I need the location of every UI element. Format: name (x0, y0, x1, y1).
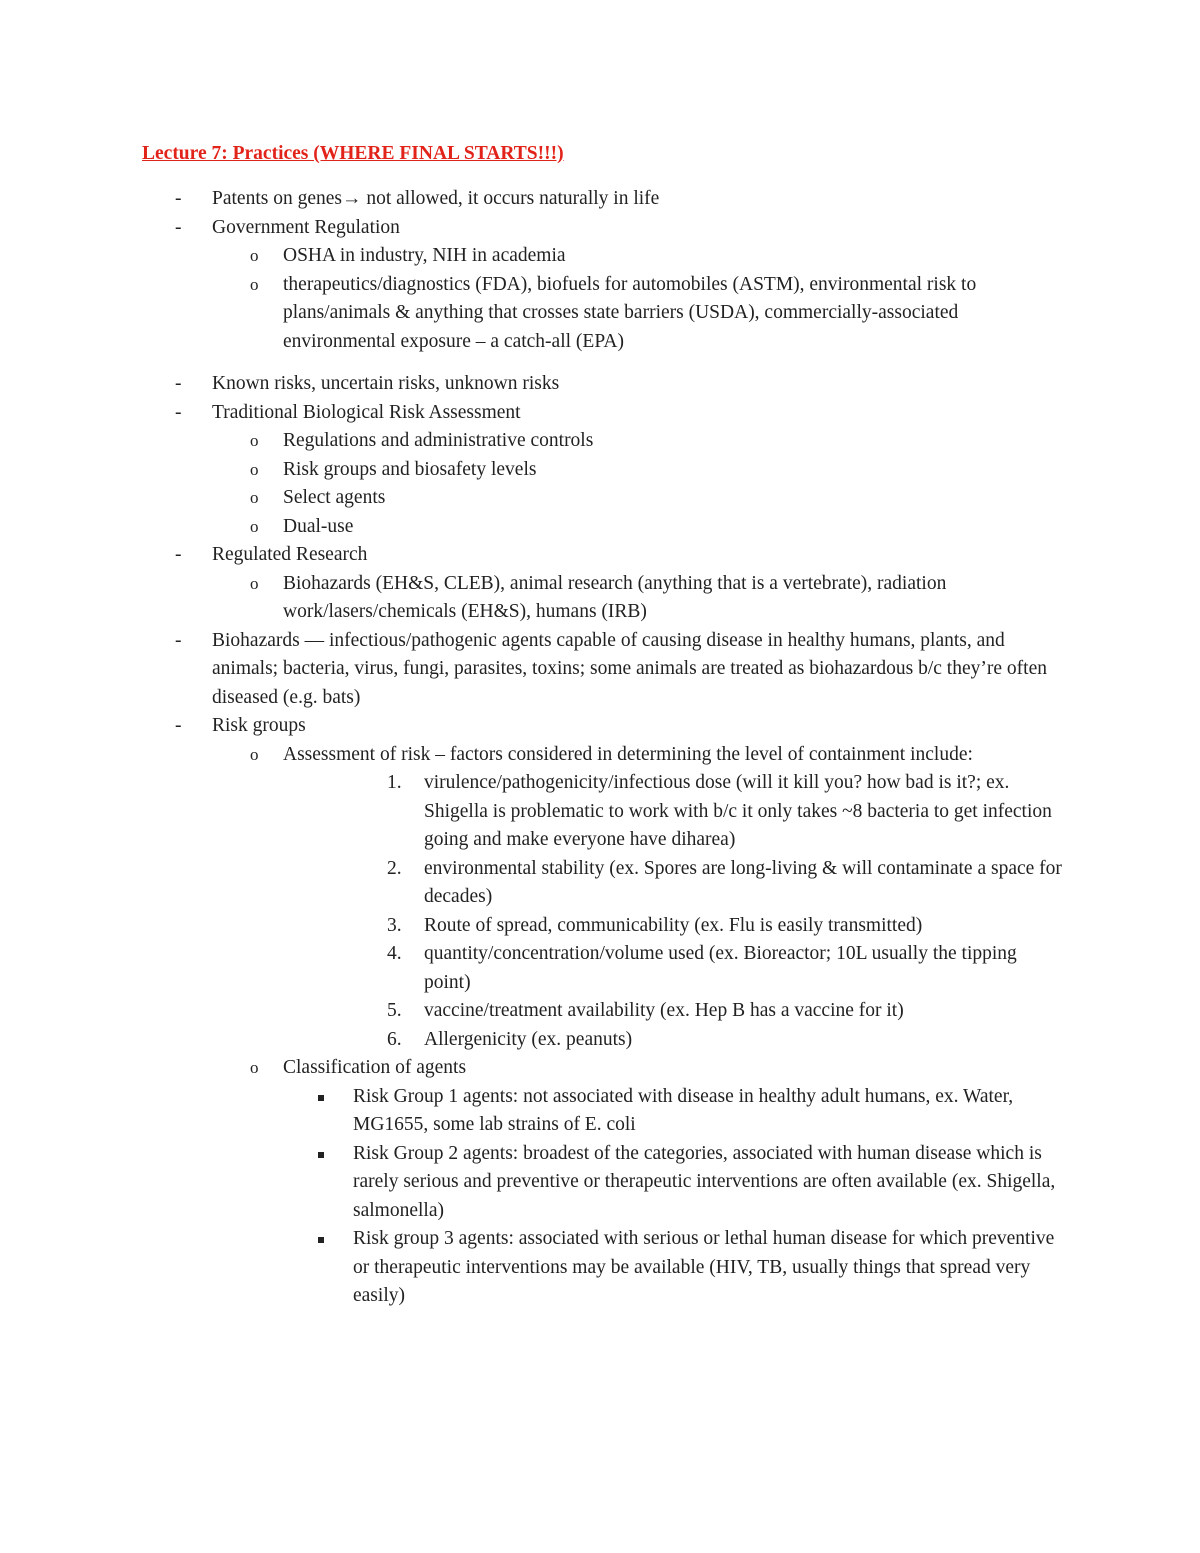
risk-group-item (0, 1140, 1200, 1226)
notes-list (0, 185, 1200, 1311)
risk-group-text: Risk group 3 agents: associated with serious or lethal human disease for which preventive or therapeutic interventions may be available (HIV, TB, usually things that spread very easily) (353, 1228, 1055, 1306)
patents-text: Patents on genes (212, 188, 342, 209)
factor-number: 5. (387, 1000, 402, 1021)
classification-text: Classification of agents (283, 1057, 467, 1078)
sub-bullet-regulations (0, 427, 1200, 456)
circle-marker: o (250, 744, 259, 764)
dual-use-text: Dual-use (283, 515, 354, 537)
dash-marker: - (175, 629, 182, 651)
circle-marker: o (250, 459, 259, 479)
bullet-risk-groups (0, 712, 1200, 741)
factor-item (0, 912, 1200, 941)
known-risks-text: Known risks, uncertain risks, unknown risks (212, 373, 560, 394)
factor-item (0, 1026, 1200, 1055)
factor-text: virulence/pathogenicity/infectious dose (will it kill you? how bad is it?; ex. Shigella is problematic to work with b/c it only takes ~8 bacteria to get infection going and make everyone have diharea) (424, 772, 1052, 850)
factor-number: 1. (387, 772, 402, 793)
sub-bullet-risk-groups-levels (0, 456, 1200, 485)
dash-marker: - (175, 373, 182, 394)
biohazards-text: Biohazards — infectious/pathogenic agents capable of causing disease in healthy humans, plants, and animals; bacteria, virus, fungi, parasites, toxins; some animals are treated as biohazardous b/c they’re often diseased (e.g. bats) (212, 629, 1047, 708)
factor-text: Route of spread, communicability (ex. Flu is easily transmitted) (424, 914, 923, 936)
bullet-patents (0, 185, 1200, 214)
factor-item (0, 997, 1200, 1026)
dash-marker: - (175, 216, 182, 238)
regulated-research-text: Regulated Research (212, 544, 368, 565)
factor-text: vaccine/treatment availability (ex. Hep B has a vaccine for it) (424, 1000, 904, 1021)
circle-marker: o (250, 1058, 259, 1077)
circle-marker: o (250, 431, 259, 450)
bullet-regulated-research (0, 541, 1200, 570)
traditional-assessment-text: Traditional Biological Risk Assessment (212, 401, 521, 423)
square-bullet-icon (318, 1083, 324, 1112)
factor-text: Allergenicity (ex. peanuts) (424, 1028, 633, 1050)
sub-bullet-biohazards-list (0, 570, 1200, 627)
factor-number: 2. (387, 857, 402, 879)
bullet-biohazards (0, 627, 1200, 713)
biohazards-list-text: Biohazards (EH&S, CLEB), animal research (anything that is a vertebrate), radiation work/lasers/chemicals (EH&S), humans (IRB) (283, 572, 947, 622)
sub-bullet-classification (0, 1054, 1200, 1083)
circle-marker: o (250, 516, 259, 536)
circle-marker: o (250, 488, 259, 507)
square-bullet-icon (318, 1225, 324, 1254)
select-agents-text: Select agents (283, 487, 386, 508)
factor-text: quantity/concentration/volume used (ex. Bioreactor; 10L usually the tipping point) (424, 943, 1017, 993)
factor-number: 4. (387, 943, 402, 964)
sub-bullet-agencies (0, 271, 1200, 357)
dash-marker: - (175, 188, 182, 209)
government-regulation-text: Government Regulation (212, 216, 400, 238)
regulations-text: Regulations and administrative controls (283, 430, 594, 451)
factor-item (0, 940, 1200, 997)
risk-group-text: Risk Group 2 agents: broadest of the categories, associated with human disease which is rarely serious and preventive or therapeutic interventions are often available (ex. Shigella, salmonella) (353, 1142, 1056, 1221)
factor-number: 6. (387, 1028, 402, 1050)
circle-marker: o (250, 274, 259, 294)
risk-group-text: Risk Group 1 agents: not associated with disease in healthy adult humans, ex. Water, MG1655, some lab strains of E. coli (353, 1085, 1014, 1135)
circle-marker: o (250, 246, 259, 265)
dash-marker: - (175, 401, 182, 423)
sub-bullet-assessment (0, 741, 1200, 770)
risk-group-item (0, 1083, 1200, 1140)
factor-text: environmental stability (ex. Spores are long-living & will contaminate a space for decades) (424, 857, 1062, 907)
lecture-title: Lecture 7: Practices (WHERE FINAL STARTS!!!) (142, 143, 564, 164)
risk-group-item (0, 1225, 1200, 1311)
circle-marker: o (250, 573, 259, 593)
bullet-government-regulation (0, 214, 1200, 243)
factor-item (0, 855, 1200, 912)
factor-number: 3. (387, 914, 402, 936)
dash-marker: - (175, 544, 182, 565)
agencies-text: therapeutics/diagnostics (FDA), biofuels for automobiles (ASTM), environmental risk to plans/animals & anything that crosses state barriers (USDA), commercially-associated environmental exposure – a catch-all (EPA) (283, 273, 977, 352)
assessment-text: Assessment of risk – factors considered in determining the level of containment include: (283, 743, 973, 765)
bullet-known-risks (0, 370, 1200, 399)
right-arrow-icon: → (341, 188, 362, 209)
patents-text-rest: not allowed, it occurs naturally in life (361, 188, 660, 209)
sub-bullet-select-agents (0, 484, 1200, 513)
osha-text: OSHA in industry, NIH in academia (283, 245, 566, 266)
risk-groups-levels-text: Risk groups and biosafety levels (283, 458, 537, 480)
bullet-traditional-assessment (0, 399, 1200, 428)
risk-groups-text: Risk groups (212, 715, 306, 736)
factor-item (0, 769, 1200, 855)
spacer (0, 356, 1200, 370)
sub-bullet-dual-use (0, 513, 1200, 542)
dash-marker: - (175, 715, 182, 736)
square-bullet-icon (318, 1140, 324, 1169)
sub-bullet-osha (0, 242, 1200, 271)
